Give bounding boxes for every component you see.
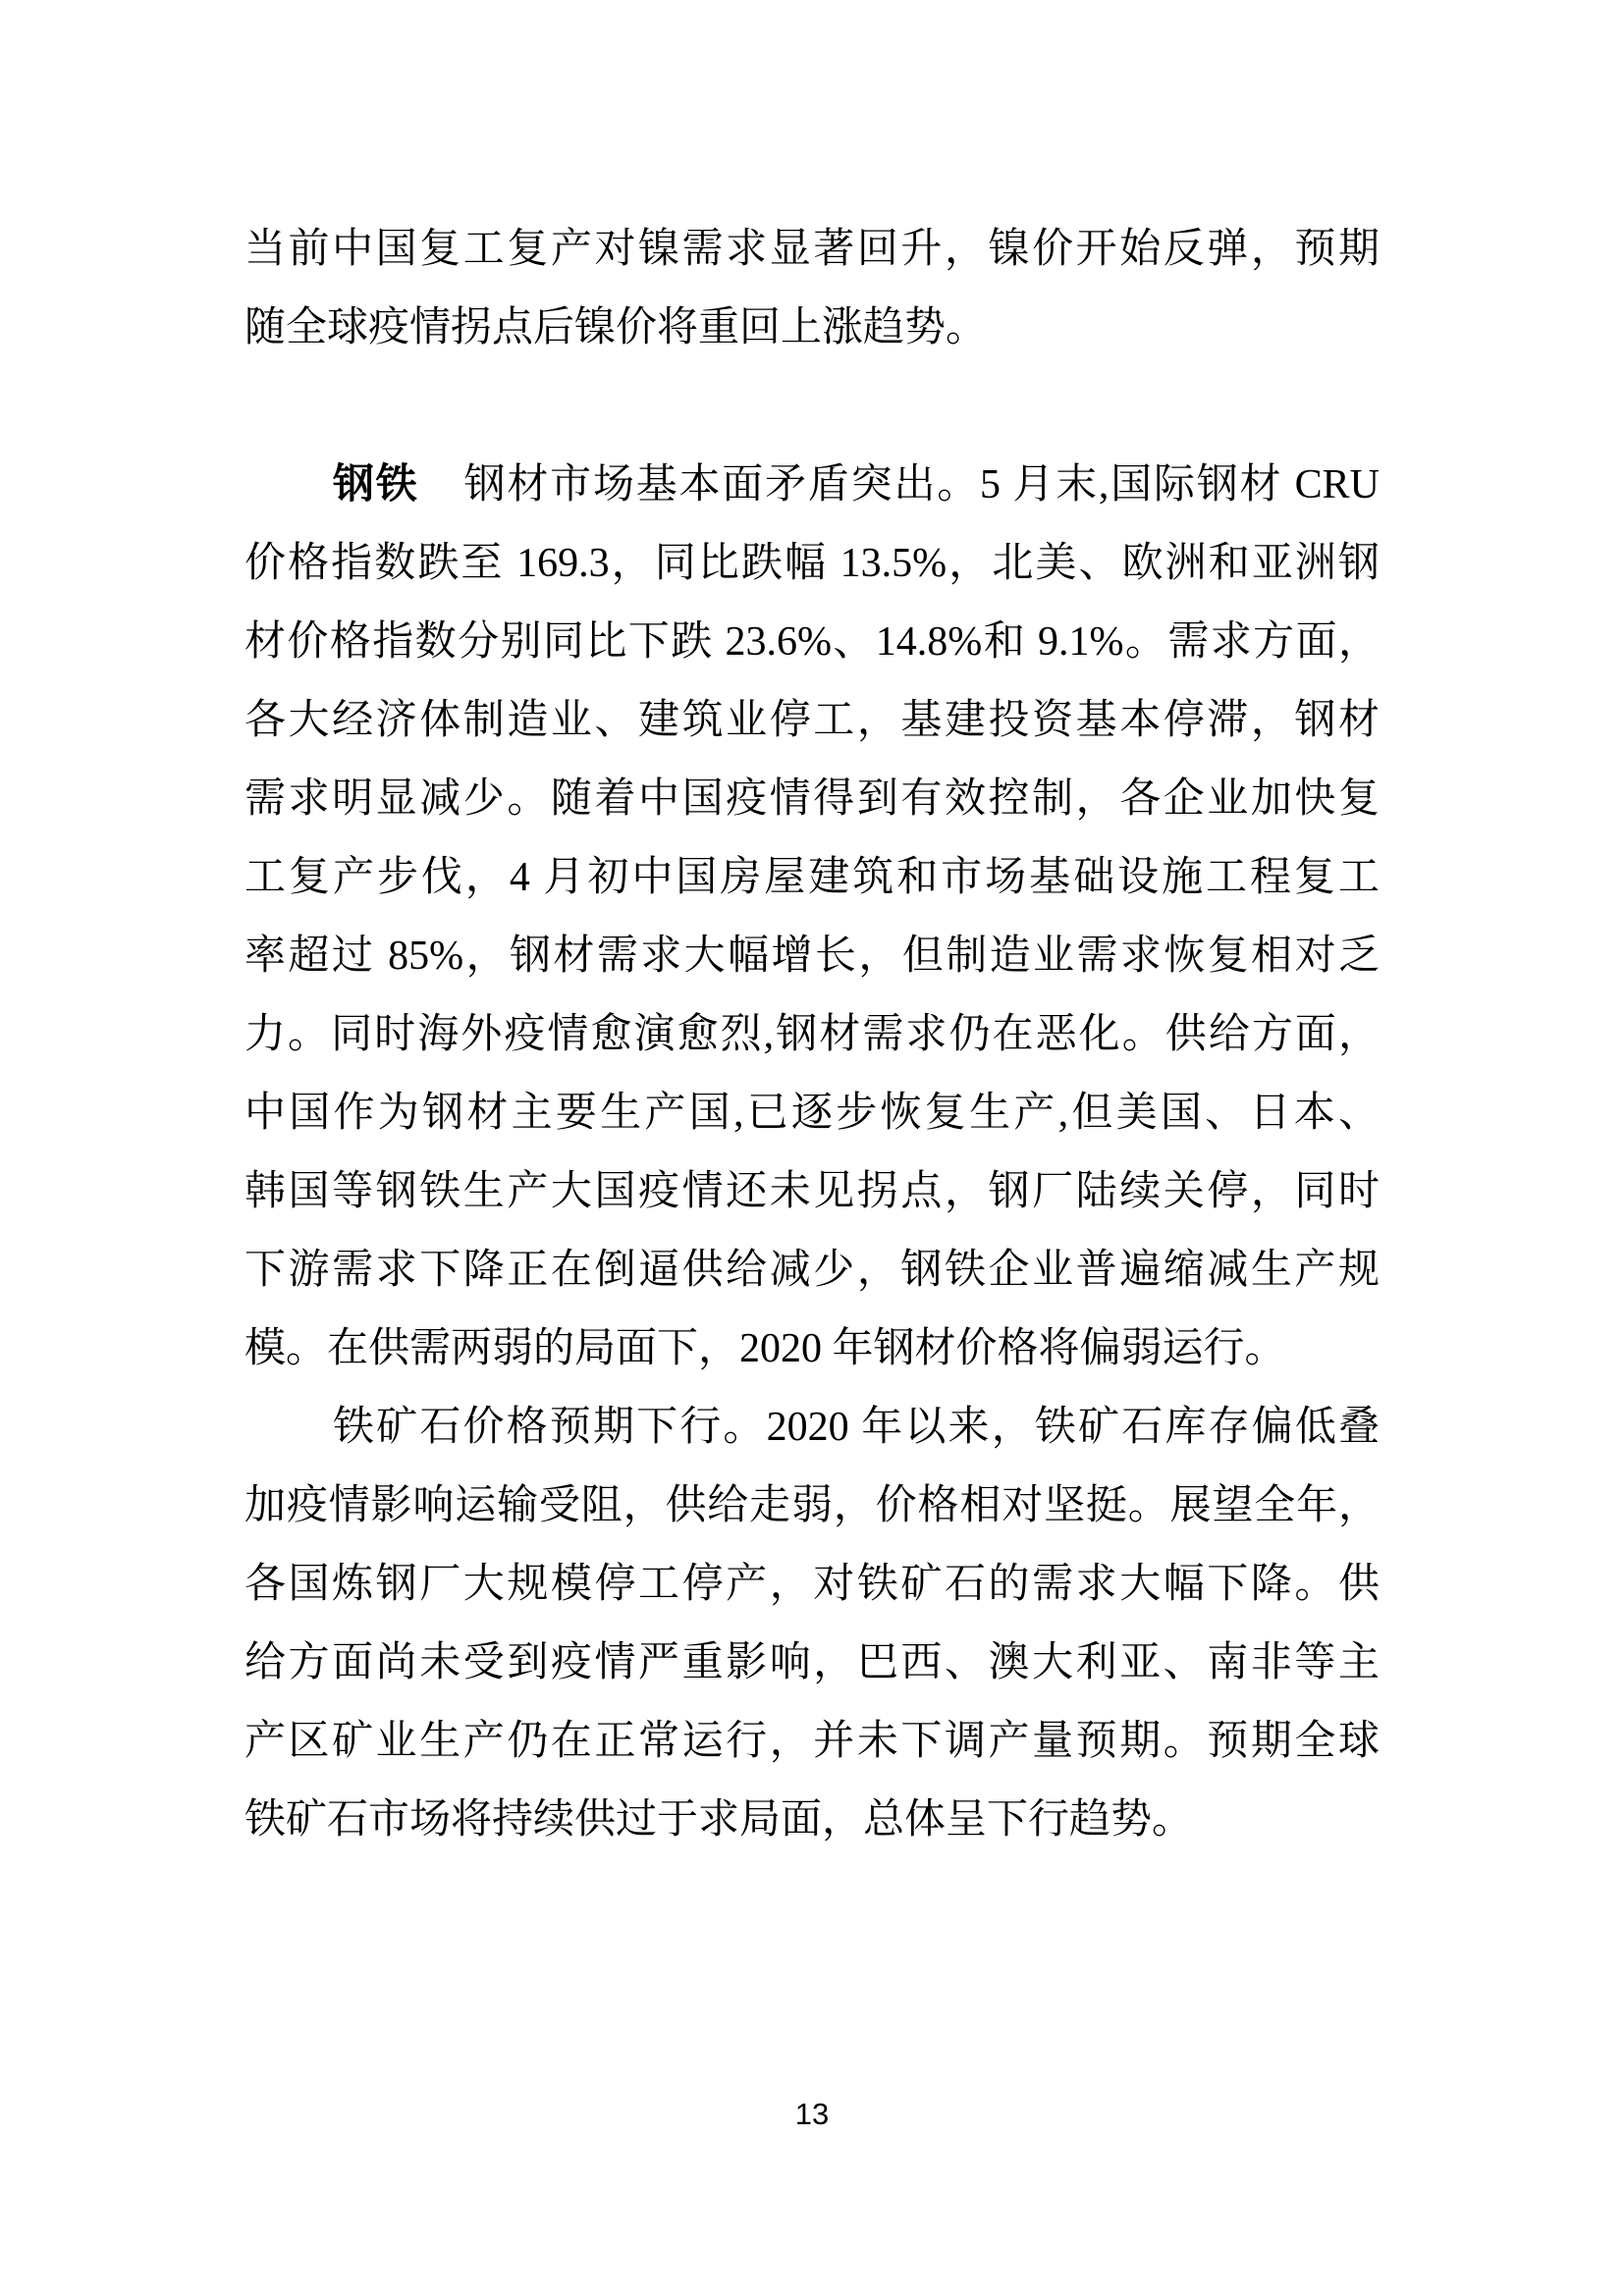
paragraph-nickel-outlook <box>244 210 1380 446</box>
text-line <box>244 1074 1380 1152</box>
paragraph-steel <box>244 446 1380 1388</box>
text-run: 需求明显减少。随着中国疫情得到有效控制，各企业加快复 <box>244 776 1380 822</box>
text-line <box>244 1624 1380 1702</box>
text-run: 工复产步伐，4 月初中国房屋建筑和市场基础设施工程复工 <box>244 855 1380 900</box>
text-run: 各大经济体制造业、建筑业停工，基建投资基本停滞，钢材 <box>244 698 1380 743</box>
text-run: 随全球疫情拐点后镍价将重回上涨趋势。 <box>244 305 988 350</box>
text-line <box>244 1702 1380 1781</box>
paragraph-iron-ore <box>244 1388 1380 1859</box>
text-line <box>244 603 1380 681</box>
text-line <box>244 1781 1380 1859</box>
paragraph-lead-bold: 钢铁 <box>333 462 419 507</box>
text-line <box>244 1467 1380 1545</box>
text-run: 当前中国复工复产对镍需求显著回升，镍价开始反弹，预期 <box>244 227 1380 272</box>
text-run: 模。在供需两弱的局面下，2020 年钢材价格将偏弱运行。 <box>244 1326 1286 1371</box>
text-line <box>244 446 1380 524</box>
text-line <box>244 1152 1380 1231</box>
page-number: 13 <box>794 2097 830 2131</box>
text-line <box>244 760 1380 838</box>
document-body <box>244 210 1380 1859</box>
text-line <box>244 1388 1380 1467</box>
text-line <box>244 1309 1380 1388</box>
text-run: 韩国等钢铁生产大国疫情还未见拐点，钢厂陆续关停，同时 <box>244 1169 1380 1214</box>
text-run: 材价格指数分别同比下跌 23.6%、14.8%和 9.1%。需求方面， <box>244 619 1380 665</box>
text-run: 力。同时海外疫情愈演愈烈,钢材需求仍在恶化。供给方面， <box>244 1012 1380 1057</box>
text-line <box>244 210 1380 289</box>
text-run: 钢材市场基本面矛盾突出。5 月末,国际钢材 CRU <box>463 462 1380 507</box>
page-footer <box>0 2097 1624 2132</box>
text-line <box>244 838 1380 917</box>
text-run: 下游需求下降正在倒逼供给减少，钢铁企业普遍缩减生产规 <box>244 1248 1380 1293</box>
text-line <box>244 917 1380 995</box>
text-run: 铁矿石价格预期下行。2020 年以来，铁矿石库存偏低叠 <box>333 1405 1380 1450</box>
text-run: 产区矿业生产仍在正常运行，并未下调产量预期。预期全球 <box>244 1719 1380 1764</box>
text-line <box>244 995 1380 1074</box>
text-run: 给方面尚未受到疫情严重影响，巴西、澳大利亚、南非等主 <box>244 1640 1380 1685</box>
text-line <box>244 524 1380 603</box>
text-run: 各国炼钢厂大规模停工停产，对铁矿石的需求大幅下降。供 <box>244 1562 1380 1607</box>
text-line <box>244 681 1380 760</box>
text-line <box>244 1545 1380 1624</box>
text-run: 铁矿石市场将持续供过于求局面，总体呈下行趋势。 <box>244 1797 1194 1842</box>
text-run: 率超过 85%，钢材需求大幅增长，但制造业需求恢复相对乏 <box>244 934 1380 979</box>
text-run: 价格指数跌至 169.3，同比跌幅 13.5%，北美、欧洲和亚洲钢 <box>244 541 1380 586</box>
text-run: 加疫情影响运输受阻，供给走弱，价格相对坚挺。展望全年， <box>244 1483 1380 1528</box>
text-run: 中国作为钢材主要生产国,已逐步恢复生产,但美国、日本、 <box>244 1091 1380 1136</box>
text-line <box>244 289 1380 367</box>
blank-line <box>244 367 1380 446</box>
text-line <box>244 1231 1380 1309</box>
